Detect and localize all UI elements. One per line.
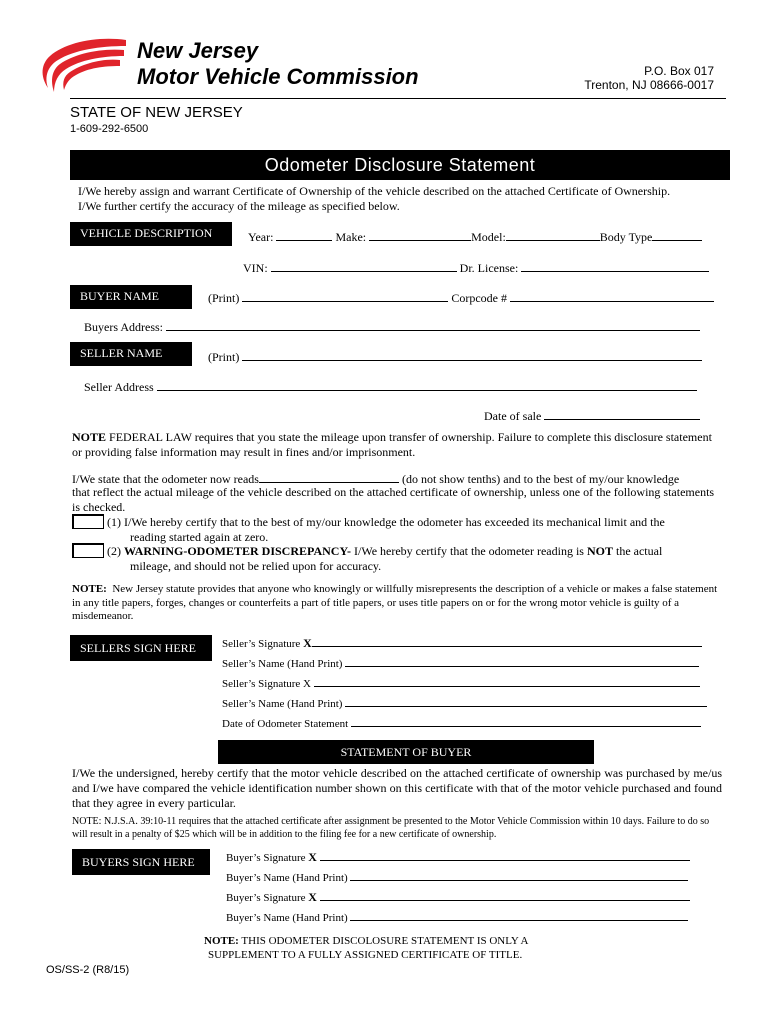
- option-2-prefix: (2): [107, 544, 121, 558]
- seller-signature-1-x: X: [303, 636, 312, 650]
- odometer-statement-rest: that reflect the actual mileage of the vehicle described on the attached certificate of ownership, unless one of the following statements is checked.: [72, 485, 715, 514]
- buyer-signature-1-label: Buyer’s Signature: [226, 852, 306, 864]
- header-rule: [70, 98, 726, 99]
- buyer-name-1-row: [226, 868, 688, 884]
- final-note-label: NOTE:: [204, 935, 239, 947]
- buyer-signature-1-row: [226, 848, 690, 865]
- seller-signature-2-field[interactable]: [314, 674, 700, 687]
- vin-row: [243, 259, 709, 276]
- date-odometer-statement-field[interactable]: [351, 714, 701, 727]
- mvc-logo: [38, 36, 130, 98]
- intro-line-2: I/We further certify the accuracy of the mileage as specified below.: [78, 199, 400, 213]
- option-1-line1: (1) I/We hereby certify that to the best of my/our knowledge the odometer has exceeded its mechanical limit and the: [107, 515, 665, 529]
- odometer-reads-suffix: (do not show tenths) and to the best of my/our knowledge: [401, 472, 680, 486]
- dr-license-label: Dr. License:: [459, 261, 519, 275]
- federal-note-text: FEDERAL LAW requires that you state the mileage upon transfer of ownership. Failure to complete this disclosure statement or providing false information may result in fines and/or imprisonment.: [72, 430, 712, 459]
- seller-name-1-label: Seller’s Name (Hand Print): [222, 658, 343, 670]
- seller-signature-1-label: Seller’s Signature: [222, 638, 301, 650]
- option-2-line1: [107, 544, 662, 559]
- seller-name-2-field[interactable]: [345, 694, 707, 707]
- form-title: Odometer Disclosure Statement: [70, 150, 730, 180]
- final-note-text-1: THIS ODOMETER DISCOLOSURE STATEMENT IS ONLY A: [241, 935, 529, 947]
- vin-field[interactable]: [271, 259, 457, 272]
- vehicle-description-label: VEHICLE DESCRIPTION: [70, 222, 232, 246]
- buyers-address-row: [84, 318, 700, 335]
- seller-name-1-field[interactable]: [345, 654, 699, 667]
- federal-law-note: [72, 430, 722, 460]
- make-field[interactable]: [369, 228, 471, 241]
- buyer-name-field[interactable]: [242, 289, 448, 302]
- year-label: Year:: [248, 230, 274, 244]
- seller-name-2-label: Seller’s Name (Hand Print): [222, 698, 343, 710]
- odometer-reading-field[interactable]: [259, 470, 399, 483]
- year-field[interactable]: [276, 228, 332, 241]
- date-of-sale-row: [484, 407, 700, 424]
- buyer-name-row: [208, 289, 714, 306]
- state-heading: STATE OF NEW JERSEY: [70, 104, 243, 121]
- intro-line-1: I/We hereby assign and warrant Certificate of Ownership of the vehicle described on the attached Certificate of Ownership.: [78, 184, 671, 198]
- seller-signature-2-label: Seller’s Signature X: [222, 678, 312, 690]
- city-zip: Trenton, NJ 08666-0017: [584, 78, 714, 92]
- seller-signature-1-field[interactable]: [312, 634, 702, 647]
- seller-address-field[interactable]: [157, 378, 697, 391]
- model-field[interactable]: [506, 228, 600, 241]
- buyer-signature-2-label: Buyer’s Signature: [226, 892, 306, 904]
- njsa-note: NOTE: N.J.S.A. 39:10-11 requires that the attached certificate after assignment be presented to the Motor Vehicle Commission within 10 days. Failure to do so will result in a penalty of $25 which will be in addition to the filing fee for a new certificate of ownership.: [72, 816, 710, 840]
- vin-label: VIN:: [243, 261, 268, 275]
- date-of-sale-field[interactable]: [544, 407, 700, 420]
- vehicle-description-row: [248, 228, 702, 245]
- option-2-not: NOT: [586, 544, 613, 558]
- corpcode-field[interactable]: [510, 289, 714, 302]
- buyer-signature-2-x: X: [308, 890, 317, 904]
- buyer-name-1-field[interactable]: [350, 868, 688, 881]
- body-type-label: Body Type: [599, 230, 653, 244]
- seller-name-row: [208, 348, 702, 365]
- option-2-mid: I/We hereby certify that the odometer reading is: [354, 544, 584, 558]
- corpcode-label: Corpcode #: [451, 291, 507, 305]
- option-1-line2: reading started again at zero.: [130, 530, 269, 544]
- option-2-checkbox[interactable]: [72, 543, 104, 558]
- buyer-statement: I/We the undersigned, hereby certify that the motor vehicle described on the attached certificate of ownership was purchased by me/us and I/we have compared the vehicle identification number shown on this certificate with that of the motor vehicle purchased and found that they agree in every particular.: [72, 766, 722, 810]
- seller-signature-1-row: [222, 634, 702, 651]
- nj-statute-note: [72, 583, 722, 624]
- buyer-name-label: BUYER NAME: [70, 285, 192, 309]
- buyers-address-field[interactable]: [166, 318, 700, 331]
- federal-note-label: NOTE: [72, 430, 107, 444]
- buyer-signature-1-x: X: [308, 850, 317, 864]
- date-odometer-statement-label: Date of Odometer Statement: [222, 718, 349, 730]
- buyers-sign-here-label: BUYERS SIGN HERE: [72, 849, 210, 875]
- option-2-warning: WARNING-ODOMETER DISCREPANCY-: [124, 544, 352, 558]
- form-number: OS/SS-2 (R8/15): [46, 964, 130, 976]
- buyer-name-2-row: [226, 908, 688, 924]
- phone-number: 1-609-292-6500: [70, 123, 149, 135]
- buyer-print-label: (Print): [208, 291, 240, 305]
- option-1-checkbox[interactable]: [72, 514, 104, 529]
- body-type-field[interactable]: [652, 228, 702, 241]
- buyer-name-2-field[interactable]: [350, 908, 688, 921]
- dr-license-field[interactable]: [521, 259, 709, 272]
- seller-name-1-row: [222, 654, 699, 670]
- agency-name-line2: Motor Vehicle Commission: [137, 64, 419, 89]
- po-box: P.O. Box 017: [644, 64, 714, 78]
- make-label: Make:: [335, 230, 367, 244]
- model-label: Model:: [471, 230, 506, 244]
- buyer-signature-1-field[interactable]: [320, 848, 690, 861]
- agency-name-line1: New Jersey: [137, 38, 259, 63]
- buyers-address-label: Buyers Address:: [84, 320, 163, 334]
- date-odometer-statement-row: [222, 714, 701, 730]
- statement-of-buyer-heading: STATEMENT OF BUYER: [218, 740, 594, 764]
- seller-address-label: Seller Address: [84, 380, 154, 394]
- seller-signature-2-row: [222, 674, 700, 690]
- final-note-line1: [204, 935, 529, 947]
- nj-note-label: NOTE:: [72, 583, 107, 595]
- seller-name-2-row: [222, 694, 707, 710]
- seller-address-row: [84, 378, 697, 395]
- date-of-sale-label: Date of sale: [484, 409, 542, 423]
- option-2-end: the actual: [615, 544, 663, 558]
- buyer-name-2-label: Buyer’s Name (Hand Print): [226, 912, 348, 924]
- sellers-sign-here-label: SELLERS SIGN HERE: [70, 635, 212, 661]
- nj-note-text: New Jersey statute provides that anyone who knowingly or willfully misrepresents the description of a vehicle or makes a false statement in any title papers, forges, changes or counterfeits a part of title papers, or uses title papers on or for the wrong motor vehicle is guilty of a misdemeanor.: [72, 583, 718, 622]
- seller-name-label: SELLER NAME: [70, 342, 192, 366]
- option-2-line2: mileage, and should not be relied upon for accuracy.: [130, 559, 382, 573]
- buyer-name-1-label: Buyer’s Name (Hand Print): [226, 872, 348, 884]
- buyer-signature-2-field[interactable]: [320, 888, 690, 901]
- seller-name-field[interactable]: [242, 348, 702, 361]
- seller-print-label: (Print): [208, 350, 240, 364]
- final-note-line2: SUPPLEMENT TO A FULLY ASSIGNED CERTIFICATE OF TITLE.: [208, 949, 523, 961]
- odometer-reads-prefix: I/We state that the odometer now reads: [72, 472, 259, 486]
- buyer-signature-2-row: [226, 888, 690, 905]
